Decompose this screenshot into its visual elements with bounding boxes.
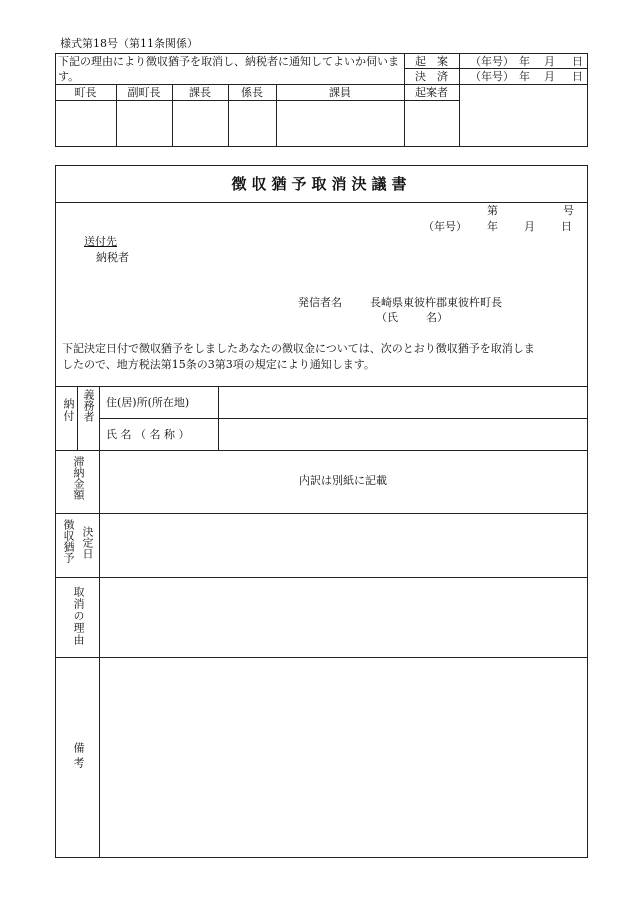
grace-outer-label: 徴収猶予: [62, 519, 75, 563]
taxpayer-inner-label: 義務者: [82, 389, 95, 422]
stamp-header-mayor: 町長: [74, 86, 97, 99]
draft-year: 年: [519, 55, 530, 68]
settle-era: （年号）: [470, 70, 514, 83]
recipient-label: 送付先: [84, 235, 117, 248]
doc-date-year: 年: [487, 220, 498, 233]
settlement-label: 決 済: [415, 70, 448, 83]
name-label: 氏 名 （ 名 称 ）: [106, 428, 190, 441]
form-number-label: 様式第18号（第11条関係）: [60, 37, 198, 50]
settle-month: 月: [544, 70, 555, 83]
stamp-header-section-chief: 課長: [189, 86, 211, 99]
draft-era: （年号）: [470, 55, 514, 68]
address-value: [220, 388, 586, 417]
body-text-line1: 下記決定日付で徴収猶予をしましたあなたの徴収金については、次のとおり徴収猶予を取消しま: [62, 342, 535, 355]
draft-day: 日: [572, 55, 583, 68]
name-value: [220, 420, 586, 449]
delinquent-amount-label: 滞納金額: [72, 456, 85, 500]
stamp-header-drafter: 起案者: [415, 86, 448, 99]
document-title: 徴収猶予取消決議書: [231, 175, 412, 193]
doc-date-era: （年号）: [423, 220, 467, 233]
delinquent-amount-value: 内訳は別紙に記載: [299, 474, 387, 487]
doc-number-prefix: 第: [487, 204, 498, 217]
grace-inner-label: 決定日: [81, 526, 94, 559]
taxpayer-outer-label: 納付: [62, 398, 75, 422]
stamp-header-staff: 課員: [329, 86, 351, 99]
settle-day: 日: [572, 70, 583, 83]
grace-date-value: [101, 515, 586, 575]
doc-date-month: 月: [524, 220, 535, 233]
approval-request-text: 下記の理由により徴収猶予を取消し、納税者に通知してよいか伺います。: [58, 55, 399, 83]
seal-name-open: （氏: [376, 311, 398, 324]
body-text-line2: したので、地方税法第15条の3第3項の規定により通知します。: [62, 358, 375, 371]
remarks-label: 備考: [72, 742, 85, 772]
draft-month: 月: [544, 55, 555, 68]
cancellation-reason-label: 取消の理由: [72, 586, 85, 646]
stamp-header-unit-chief: 係長: [241, 86, 263, 99]
sender-name: 長崎県東彼杵郡東彼杵町長: [370, 296, 502, 309]
stamp-header-deputy-mayor: 副町長: [127, 86, 161, 99]
sender-label: 発信者名: [298, 296, 342, 309]
seal-name-close: 名）: [426, 311, 448, 324]
doc-date-day: 日: [561, 220, 572, 233]
doc-number-suffix: 号: [563, 204, 574, 217]
cancellation-reason-value: [101, 579, 586, 655]
taxpayer-label: 納税者: [96, 251, 129, 264]
draft-label: 起 案: [415, 55, 448, 68]
address-label: 住(居)所(所在地): [106, 396, 190, 409]
remarks-value: [101, 659, 586, 855]
settle-year: 年: [519, 70, 530, 83]
